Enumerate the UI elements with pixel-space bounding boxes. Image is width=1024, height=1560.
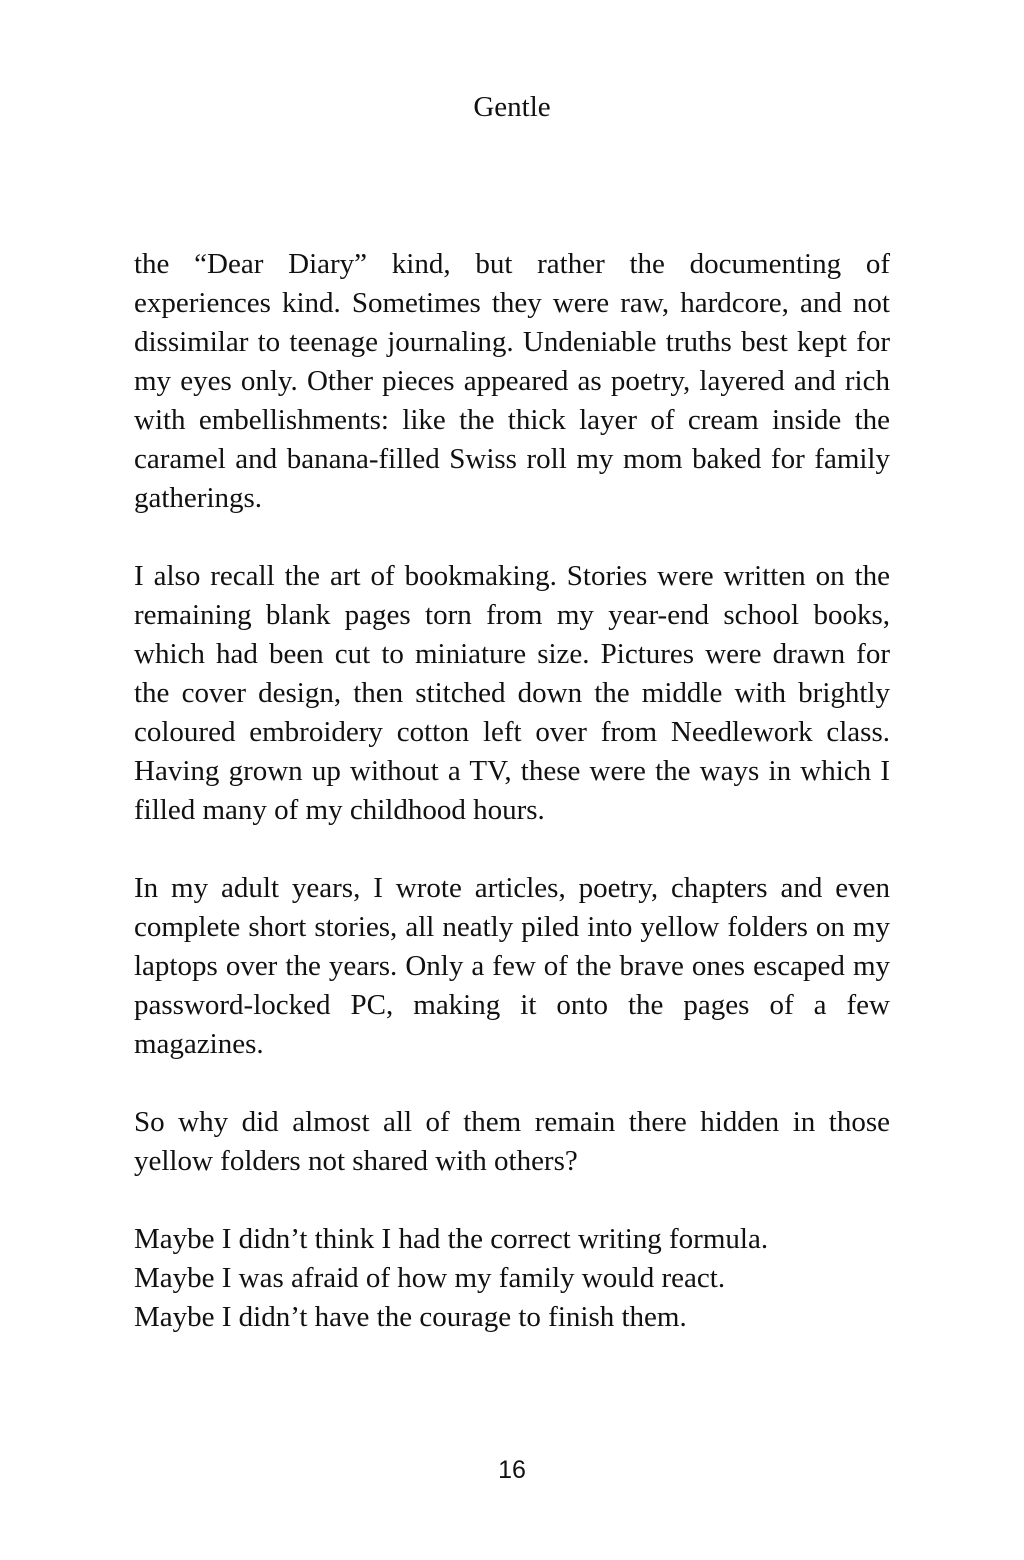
page-number: 16 bbox=[498, 1456, 526, 1484]
body-text bbox=[134, 245, 890, 1337]
paragraph-diary: the “Dear Diary” kind, but rather the documenting of experiences kind. Sometimes they were raw, hardcore, and not dissimilar to teenage journaling. Undeniable truths best kept for my eyes only. Other pieces appeared as poetry, layered and rich with embellishments: like the thick layer of cream inside the caramel and banana-filled Swiss roll my mom baked for family gatherings. bbox=[134, 248, 890, 514]
closing-line: Maybe I didn’t think I had the correct writing formula. bbox=[134, 1223, 769, 1255]
paragraph-question: So why did almost all of them remain there hidden in those yellow folders not shared with others? bbox=[134, 1106, 890, 1177]
paragraph-adult-years: In my adult years, I wrote articles, poetry, chapters and even complete short stories, all neatly piled into yellow folders on my laptops over the years. Only a few of the brave ones escaped my password-locked PC, making it onto the pages of a few magazines. bbox=[134, 872, 890, 1060]
running-head-title: Gentle bbox=[473, 91, 551, 123]
closing-line: Maybe I was afraid of how my family would react. bbox=[134, 1262, 726, 1294]
paragraph-bookmaking: I also recall the art of bookmaking. Stories were written on the remaining blank pages torn from my year-end school books, which had been cut to miniature size. Pictures were drawn for the cover design, then stitched down the middle with brightly coloured embroidery cotton left over from Needlework class. Having grown up without a TV, these were the ways in which I filled many of my childhood hours. bbox=[134, 560, 890, 826]
closing-lines bbox=[134, 1220, 890, 1337]
closing-line: Maybe I didn’t have the courage to finish them. bbox=[134, 1301, 687, 1333]
